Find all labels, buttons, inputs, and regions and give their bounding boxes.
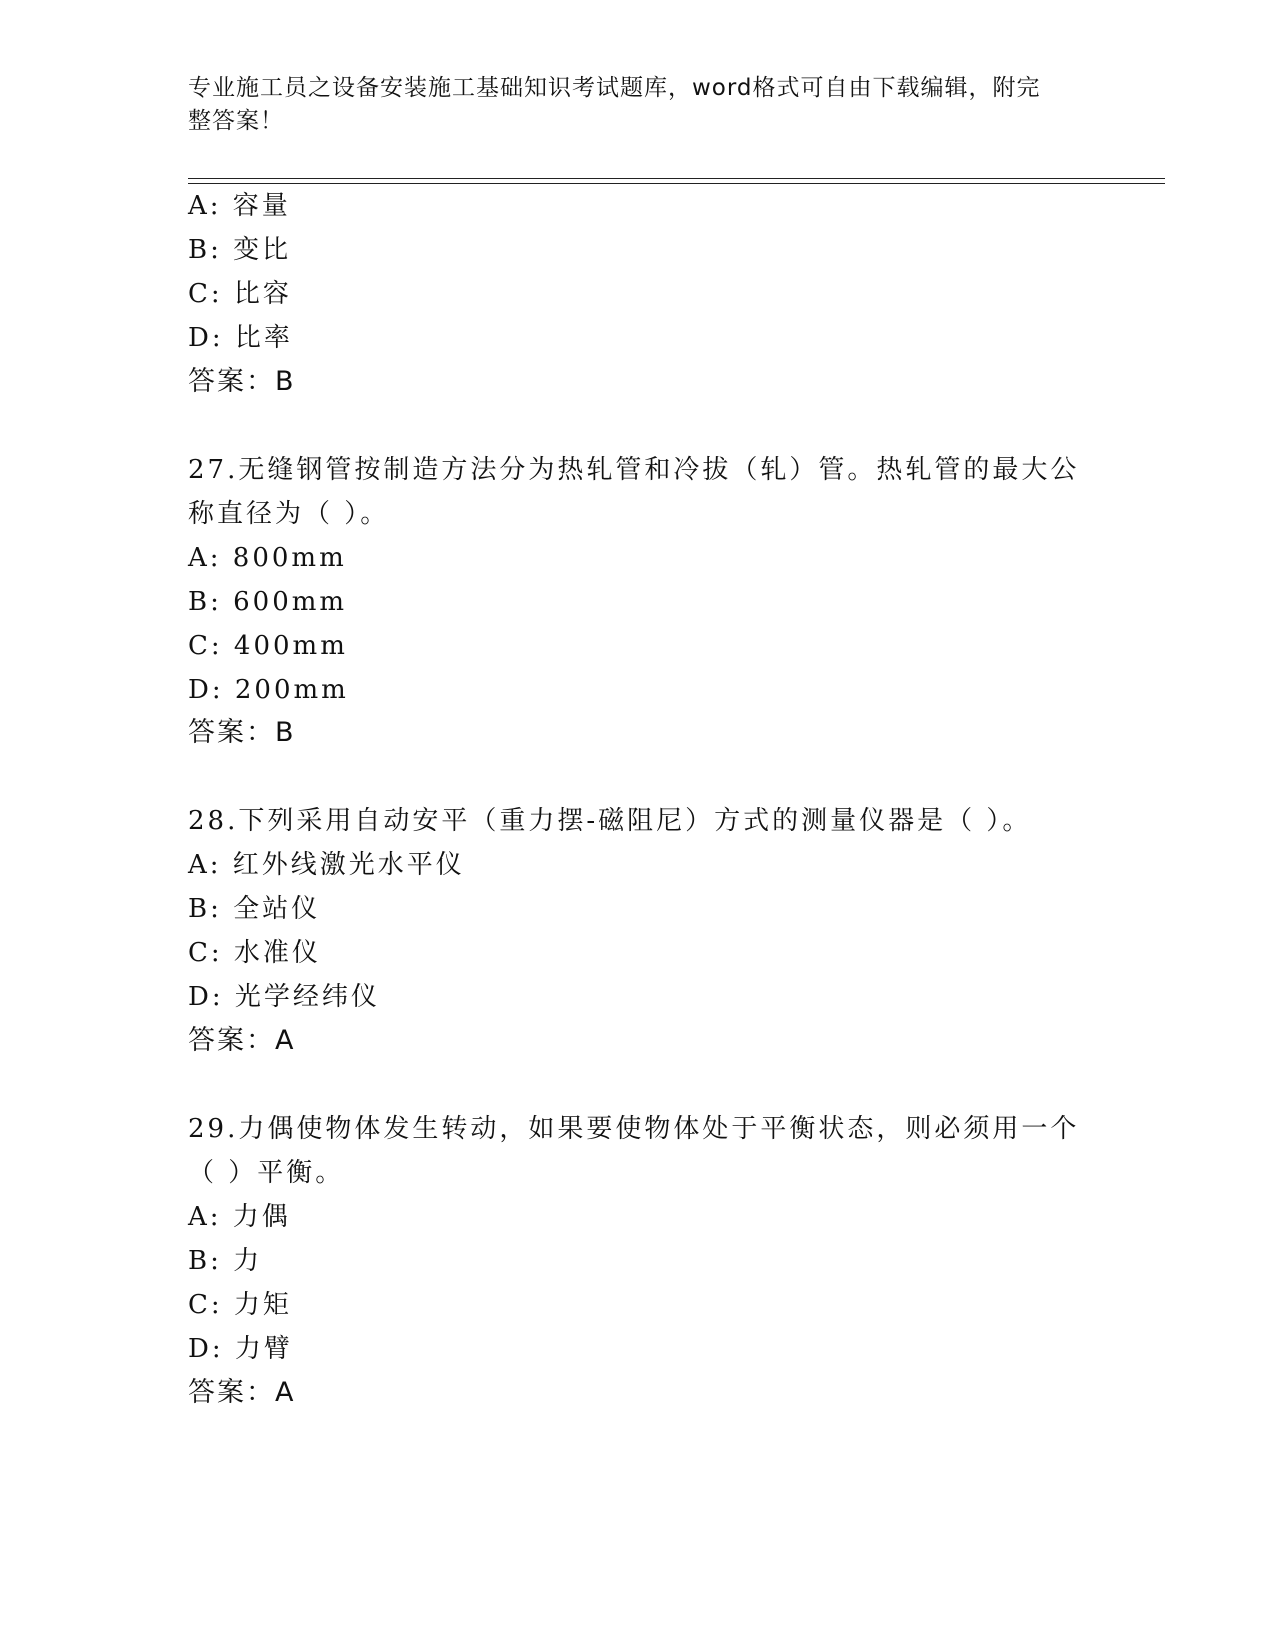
answer: 答案：A: [188, 1377, 296, 1408]
answer: 答案：A: [188, 1025, 296, 1056]
question-stem-line-1: 27.无缝钢管按制造方法分为热轧管和冷拔（轧）管。热轧管的最大公: [188, 455, 1080, 485]
header-line-2: 整答案！: [188, 108, 284, 134]
option-b: B: 变比: [188, 235, 292, 265]
answer: 答案：B: [188, 366, 296, 397]
option-a: A: 力偶: [188, 1202, 291, 1232]
page-header: [188, 72, 1068, 138]
option-b: B: 全站仪: [188, 894, 321, 924]
header-divider-bottom: [188, 183, 1165, 184]
option-d: D: 力臂: [188, 1334, 293, 1364]
option-d: D: 比率: [188, 323, 293, 353]
option-a: A: 红外线激光水平仪: [188, 850, 465, 880]
option-d: D: 200mm: [188, 675, 349, 705]
option-a: A: 容量: [188, 191, 291, 221]
option-b: B: 力: [188, 1246, 263, 1276]
header-line-1: 专业施工员之设备安装施工基础知识考试题库，word格式可自由下载编辑，附完: [188, 75, 1041, 101]
option-b: B: 600mm: [188, 587, 348, 617]
option-c: C: 比容: [188, 279, 292, 309]
question-stem-line-2: （ ）平衡。: [188, 1158, 345, 1188]
answer: 答案：B: [188, 717, 296, 748]
option-a: A: 800mm: [188, 543, 347, 573]
header-divider-top: [188, 178, 1165, 179]
option-d: D: 光学经纬仪: [188, 982, 380, 1012]
option-c: C: 力矩: [188, 1290, 292, 1320]
question-stem-line-1: 29.力偶使物体发生转动，如果要使物体处于平衡状态，则必须用一个: [188, 1114, 1080, 1144]
option-c: C: 400mm: [188, 631, 348, 661]
option-c: C: 水准仪: [188, 938, 321, 968]
question-stem-line-2: 称直径为（ ）。: [188, 499, 390, 529]
question-stem-line-1: 28.下列采用自动安平（重力摆-磁阻尼）方式的测量仪器是（ ）。: [188, 806, 1032, 836]
